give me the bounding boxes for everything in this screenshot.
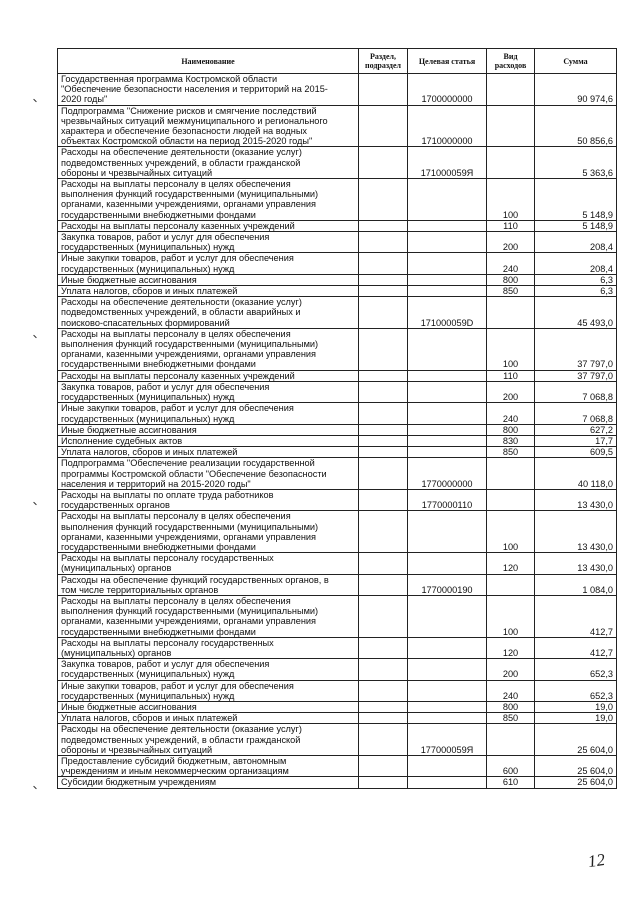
cell-sum: 37 797,0 xyxy=(535,328,617,370)
cell-razdel xyxy=(359,435,408,446)
table-row xyxy=(58,701,617,712)
cell-name: Расходы на выплаты персоналу государственных (муниципальных) органов xyxy=(58,637,359,658)
cell-sum: 6,3 xyxy=(535,286,617,297)
cell-expense-type: 800 xyxy=(487,274,535,285)
cell-expense-type: 100 xyxy=(487,595,535,637)
cell-sum: 5 148,9 xyxy=(535,179,617,221)
cell-razdel xyxy=(359,381,408,402)
cell-target-article xyxy=(408,403,487,424)
cell-name: Закупка товаров, работ и услуг для обеспечения государственных (муниципальных) нужд xyxy=(58,232,359,253)
cell-razdel xyxy=(359,232,408,253)
cell-sum: 19,0 xyxy=(535,701,617,712)
cell-expense-type xyxy=(487,724,535,756)
cell-target-article xyxy=(408,328,487,370)
cell-sum: 208,4 xyxy=(535,253,617,274)
cell-sum: 25 604,0 xyxy=(535,724,617,756)
table-row xyxy=(58,328,617,370)
cell-name: Государственная программа Костромской области "Обеспечение безопасности населения и территорий на 2015- 2020 годы" xyxy=(58,74,359,106)
cell-razdel xyxy=(359,74,408,106)
cell-target-article xyxy=(408,756,487,777)
cell-sum: 13 430,0 xyxy=(535,553,617,574)
cell-name: Подпрограмма "Обеспечение реализации государственной программы Костромской области "Обеспечение безопасности населения и территорий на 2015-2020 годы" xyxy=(58,458,359,490)
cell-target-article xyxy=(408,381,487,402)
cell-sum: 7 068,8 xyxy=(535,403,617,424)
cell-expense-type xyxy=(487,105,535,147)
cell-expense-type: 240 xyxy=(487,403,535,424)
cell-sum: 37 797,0 xyxy=(535,370,617,381)
cell-expense-type: 830 xyxy=(487,435,535,446)
cell-expense-type xyxy=(487,297,535,329)
cell-razdel xyxy=(359,297,408,329)
table-row xyxy=(58,777,617,788)
table-row xyxy=(58,553,617,574)
cell-name: Расходы на выплаты персоналу казенных учреждений xyxy=(58,220,359,231)
cell-name: Иные бюджетные ассигнования xyxy=(58,701,359,712)
cell-sum: 208,4 xyxy=(535,232,617,253)
cell-expense-type: 200 xyxy=(487,381,535,402)
cell-expense-type: 850 xyxy=(487,447,535,458)
table-row xyxy=(58,370,617,381)
cell-razdel xyxy=(359,659,408,680)
cell-expense-type: 600 xyxy=(487,756,535,777)
cell-name: Расходы на обеспечение деятельности (оказание услуг) подведомственных учреждений, в области гражданской обороны и чрезвычайных ситуаций xyxy=(58,724,359,756)
cell-razdel xyxy=(359,105,408,147)
cell-expense-type: 240 xyxy=(487,680,535,701)
cell-razdel xyxy=(359,370,408,381)
header-expense-type: Вид расходов xyxy=(487,49,535,74)
cell-sum: 19,0 xyxy=(535,713,617,724)
cell-razdel xyxy=(359,553,408,574)
cell-name: Расходы на выплаты персоналу в целях обеспечения выполнения функций государственными (муниципальными) органами, казенными учреждениями, органами управления государственными внебюджетными фондами xyxy=(58,595,359,637)
cell-razdel xyxy=(359,724,408,756)
cell-sum: 1 084,0 xyxy=(535,574,617,595)
margin-mark xyxy=(33,99,37,103)
cell-target-article xyxy=(408,424,487,435)
cell-target-article xyxy=(408,370,487,381)
cell-sum: 40 118,0 xyxy=(535,458,617,490)
cell-sum: 17,7 xyxy=(535,435,617,446)
cell-target-article xyxy=(408,777,487,788)
cell-target-article xyxy=(408,274,487,285)
cell-razdel xyxy=(359,756,408,777)
table-row xyxy=(58,179,617,221)
table-row xyxy=(58,574,617,595)
cell-target-article xyxy=(408,253,487,274)
table-row xyxy=(58,286,617,297)
cell-expense-type: 100 xyxy=(487,328,535,370)
cell-name: Закупка товаров, работ и услуг для обеспечения государственных (муниципальных) нужд xyxy=(58,659,359,680)
table-row xyxy=(58,274,617,285)
cell-expense-type: 850 xyxy=(487,286,535,297)
table-body xyxy=(58,74,617,789)
table-row xyxy=(58,232,617,253)
cell-sum: 412,7 xyxy=(535,595,617,637)
table-row xyxy=(58,297,617,329)
cell-razdel xyxy=(359,574,408,595)
table-row xyxy=(58,680,617,701)
cell-sum: 5 363,6 xyxy=(535,147,617,179)
cell-expense-type: 110 xyxy=(487,370,535,381)
cell-target-article: 1770000190 xyxy=(408,574,487,595)
cell-target-article: 1700000000 xyxy=(408,74,487,106)
cell-target-article xyxy=(408,659,487,680)
cell-target-article xyxy=(408,232,487,253)
header-target-article: Целевая статья xyxy=(408,49,487,74)
cell-name: Исполнение судебных актов xyxy=(58,435,359,446)
cell-target-article xyxy=(408,286,487,297)
cell-expense-type: 800 xyxy=(487,424,535,435)
table-row xyxy=(58,381,617,402)
table-row xyxy=(58,105,617,147)
cell-razdel xyxy=(359,147,408,179)
cell-name: Расходы на выплаты персоналу казенных учреждений xyxy=(58,370,359,381)
cell-target-article xyxy=(408,511,487,553)
cell-target-article: 171000059D xyxy=(408,297,487,329)
cell-name: Расходы на выплаты персоналу в целях обеспечения выполнения функций государственными (муниципальными) органами, казенными учреждениями, органами управления государственными внебюджетными фондами xyxy=(58,179,359,221)
cell-name: Подпрограмма "Снижение рисков и смягчение последствий чрезвычайных ситуаций межмуниципального и регионального характера и обеспечение безопасности людей на водных объектах Костромской области на период 2015-2020 годы" xyxy=(58,105,359,147)
cell-razdel xyxy=(359,220,408,231)
cell-expense-type: 610 xyxy=(487,777,535,788)
cell-sum: 13 430,0 xyxy=(535,489,617,510)
table-row xyxy=(58,147,617,179)
cell-expense-type: 100 xyxy=(487,511,535,553)
cell-name: Иные бюджетные ассигнования xyxy=(58,424,359,435)
cell-razdel xyxy=(359,447,408,458)
header-razdel: Раздел, подраздел xyxy=(359,49,408,74)
cell-sum: 50 856,6 xyxy=(535,105,617,147)
cell-name: Расходы на обеспечение деятельности (оказание услуг) подведомственных учреждений, в области аварийных и поисково-спасательных формирований xyxy=(58,297,359,329)
cell-name: Уплата налогов, сборов и иных платежей xyxy=(58,713,359,724)
cell-expense-type: 120 xyxy=(487,637,535,658)
cell-razdel xyxy=(359,274,408,285)
cell-target-article xyxy=(408,713,487,724)
cell-expense-type: 110 xyxy=(487,220,535,231)
table-row xyxy=(58,756,617,777)
cell-name: Иные бюджетные ассигнования xyxy=(58,274,359,285)
cell-target-article: 1770000110 xyxy=(408,489,487,510)
margin-mark xyxy=(33,786,37,790)
cell-razdel xyxy=(359,424,408,435)
cell-name: Уплата налогов, сборов и иных платежей xyxy=(58,447,359,458)
cell-name: Закупка товаров, работ и услуг для обеспечения государственных (муниципальных) нужд xyxy=(58,381,359,402)
table-row xyxy=(58,435,617,446)
cell-razdel xyxy=(359,713,408,724)
table-row xyxy=(58,253,617,274)
cell-razdel xyxy=(359,637,408,658)
cell-sum: 45 493,0 xyxy=(535,297,617,329)
cell-name: Расходы на выплаты персоналу в целях обеспечения выполнения функций государственными (муниципальными) органами, казенными учреждениями, органами управления государственными внебюджетными фондами xyxy=(58,328,359,370)
cell-target-article xyxy=(408,553,487,574)
handwritten-page-number: 12 xyxy=(586,849,607,872)
cell-sum: 609,5 xyxy=(535,447,617,458)
cell-target-article: 177000059Я xyxy=(408,724,487,756)
cell-expense-type xyxy=(487,574,535,595)
cell-razdel xyxy=(359,179,408,221)
table-header-row xyxy=(58,49,617,74)
cell-name: Расходы на обеспечение деятельности (оказание услуг) подведомственных учреждений, в области гражданской обороны и чрезвычайных ситуаций xyxy=(58,147,359,179)
cell-sum: 5 148,9 xyxy=(535,220,617,231)
table-row xyxy=(58,74,617,106)
table-row xyxy=(58,447,617,458)
cell-target-article: 171000059Я xyxy=(408,147,487,179)
margin-mark xyxy=(33,502,37,506)
cell-expense-type xyxy=(487,74,535,106)
cell-razdel xyxy=(359,680,408,701)
cell-expense-type: 200 xyxy=(487,659,535,680)
cell-expense-type xyxy=(487,147,535,179)
cell-name: Предоставление субсидий бюджетным, автономным учреждениям и иным некоммерческим организациям xyxy=(58,756,359,777)
table-row xyxy=(58,713,617,724)
cell-name: Расходы на выплаты персоналу в целях обеспечения выполнения функций государственными (муниципальными) органами, казенными учреждениями, органами управления государственными внебюджетными фондами xyxy=(58,511,359,553)
cell-expense-type: 800 xyxy=(487,701,535,712)
table-row xyxy=(58,489,617,510)
table-row xyxy=(58,511,617,553)
cell-razdel xyxy=(359,253,408,274)
cell-sum: 7 068,8 xyxy=(535,381,617,402)
table-row xyxy=(58,458,617,490)
cell-sum: 412,7 xyxy=(535,637,617,658)
cell-sum: 25 604,0 xyxy=(535,777,617,788)
cell-razdel xyxy=(359,328,408,370)
cell-expense-type: 200 xyxy=(487,232,535,253)
cell-expense-type: 100 xyxy=(487,179,535,221)
table-row xyxy=(58,424,617,435)
header-name: Наименование xyxy=(58,49,359,74)
cell-razdel xyxy=(359,511,408,553)
cell-target-article xyxy=(408,447,487,458)
cell-razdel xyxy=(359,286,408,297)
cell-target-article xyxy=(408,220,487,231)
cell-target-article xyxy=(408,179,487,221)
margin-mark xyxy=(33,335,37,339)
cell-target-article xyxy=(408,637,487,658)
cell-expense-type: 850 xyxy=(487,713,535,724)
table-row xyxy=(58,403,617,424)
cell-expense-type: 120 xyxy=(487,553,535,574)
cell-expense-type xyxy=(487,458,535,490)
cell-target-article: 1710000000 xyxy=(408,105,487,147)
cell-target-article xyxy=(408,595,487,637)
cell-expense-type xyxy=(487,489,535,510)
table-row xyxy=(58,724,617,756)
cell-name: Расходы на выплаты персоналу государственных (муниципальных) органов xyxy=(58,553,359,574)
table-row xyxy=(58,595,617,637)
cell-name: Иные закупки товаров, работ и услуг для обеспечения государственных (муниципальных) нужд xyxy=(58,403,359,424)
cell-razdel xyxy=(359,777,408,788)
cell-razdel xyxy=(359,595,408,637)
cell-name: Иные закупки товаров, работ и услуг для обеспечения государственных (муниципальных) нужд xyxy=(58,680,359,701)
cell-target-article xyxy=(408,435,487,446)
cell-target-article: 1770000000 xyxy=(408,458,487,490)
table-row xyxy=(58,659,617,680)
cell-sum: 25 604,0 xyxy=(535,756,617,777)
cell-sum: 90 974,6 xyxy=(535,74,617,106)
table-row xyxy=(58,637,617,658)
cell-razdel xyxy=(359,701,408,712)
table-row xyxy=(58,220,617,231)
budget-table xyxy=(57,48,617,789)
cell-razdel xyxy=(359,489,408,510)
cell-name: Расходы на обеспечение функций государственных органов, в том числе территориальных органов xyxy=(58,574,359,595)
cell-razdel xyxy=(359,458,408,490)
cell-name: Иные закупки товаров, работ и услуг для обеспечения государственных (муниципальных) нужд xyxy=(58,253,359,274)
cell-target-article xyxy=(408,680,487,701)
header-sum: Сумма xyxy=(535,49,617,74)
cell-razdel xyxy=(359,403,408,424)
cell-sum: 6,3 xyxy=(535,274,617,285)
cell-expense-type: 240 xyxy=(487,253,535,274)
cell-target-article xyxy=(408,701,487,712)
cell-sum: 13 430,0 xyxy=(535,511,617,553)
cell-sum: 652,3 xyxy=(535,659,617,680)
cell-name: Уплата налогов, сборов и иных платежей xyxy=(58,286,359,297)
cell-name: Субсидии бюджетным учреждениям xyxy=(58,777,359,788)
cell-sum: 627,2 xyxy=(535,424,617,435)
cell-name: Расходы на выплаты по оплате труда работников государственных органов xyxy=(58,489,359,510)
cell-sum: 652,3 xyxy=(535,680,617,701)
